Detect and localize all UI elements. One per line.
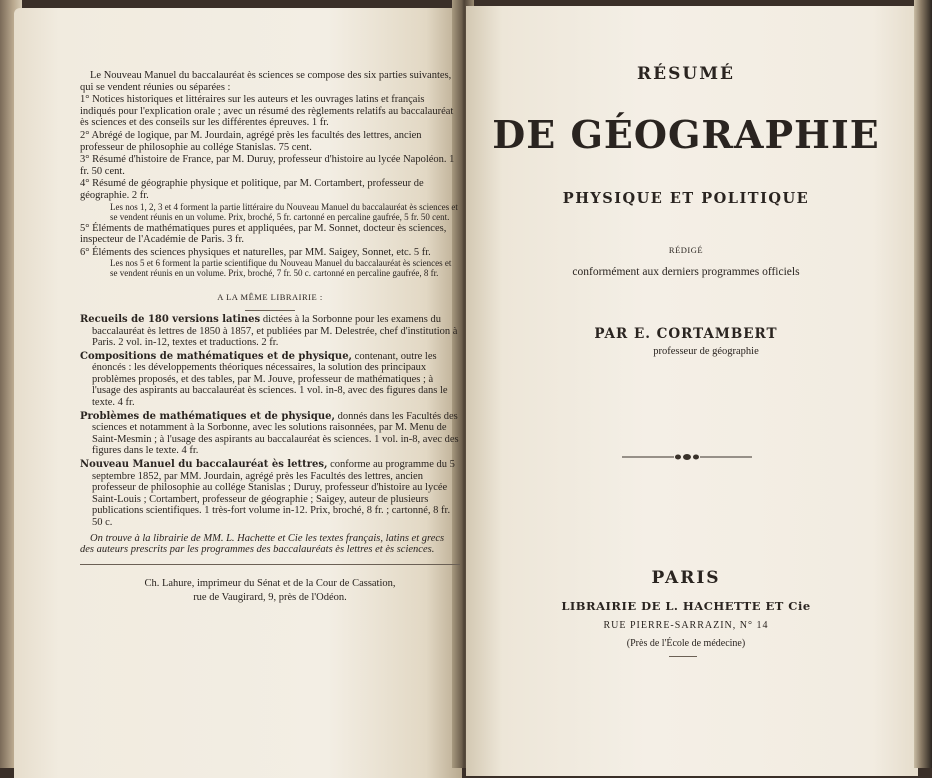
hachette-note: On trouve à la librairie de MM. L. Hachette et Cie les textes français, latins et grecs des auteurs prescrits par les programmes des baccalauréats ès lettres et ès sciences. bbox=[80, 532, 445, 556]
catalogue-text: dictées à la Sorbonne pour les examens du baccalauréat ès lettres de 1850 à 1857, et publiées par M. Delestrée, chef d'institution à Paris. 2 vol. in-12, textes et traductions. 2 fr. bbox=[92, 313, 458, 349]
catalogue-title: Problèmes de mathématiques et de physique, bbox=[80, 410, 335, 422]
catalogue-entry bbox=[80, 351, 460, 409]
publisher-name: LIBRAIRIE DE L. HACHETTE ET Cie bbox=[561, 599, 811, 613]
author-name: PAR E. CORTAMBERT bbox=[594, 326, 778, 342]
list-item: 3° Résumé d'histoire de France, par M. Duruy, professeur d'histoire au lycée Napoléon. 1 fr. 50 cent. bbox=[80, 154, 455, 177]
catalogue-title: Compositions de mathématiques et de physique, bbox=[80, 350, 353, 362]
list-item: 6° Éléments des sciences physiques et naturelles, par MM. Saigey, Sonnet, etc. 5 fr. bbox=[80, 246, 431, 258]
city-name: PARIS bbox=[651, 568, 721, 588]
title-main: DE GÉOGRAPHIE bbox=[492, 112, 880, 157]
catalogue-text: contenant, outre les énoncés : les développements théoriques nécessaires, la solution des principaux problèmes proposés, et des tables, par M. Jouve, professeur de mathématiques ; à l'usage des aspirants au baccalauréat ès sciences. 1 vol. in-8, avec des figures dans le texte. 4 fr. bbox=[92, 350, 448, 409]
list-item: 5° Éléments de mathématiques pures et appliquées, par M. Sonnet, docteur ès sciences, inspecteur de l'Académie de Paris. 3 fr. bbox=[80, 222, 447, 246]
catalogue-title: Recueils de 180 versions latines bbox=[80, 313, 261, 325]
left-page-text bbox=[80, 70, 460, 605]
intro-paragraph: Le Nouveau Manuel du baccalauréat ès sciences se compose des six parties suivantes, qui se vendent réunies ou séparées : bbox=[80, 70, 452, 93]
catalogue-entry bbox=[80, 411, 460, 457]
catalogue-text: donnés dans les Facultés des sciences et notamment à la Sorbonne, avec les solutions raisonnées, par M. Menu de Saint-Mesmin ; à l'usage des aspirants au baccalauréat ès sciences. 1 vol. in-8, avec des figures dans le texte. 4 fr. bbox=[92, 410, 459, 457]
imprint-divider bbox=[80, 564, 460, 565]
list-item: 2° Abrégé de logique, par M. Jourdain, agrégé près les facultés des lettres, ancien professeur de philosophie au collége Stanislas. 75 cent. bbox=[80, 129, 422, 153]
title-resume: RÉSUMÉ bbox=[637, 64, 735, 84]
programmes-line: conformément aux derniers programmes officiels bbox=[572, 266, 800, 278]
imprint-line: rue de Vaugirard, 9, près de l'Odéon. bbox=[193, 591, 347, 603]
catalogue-entry bbox=[80, 459, 460, 529]
closing-rule bbox=[669, 656, 697, 657]
list-item: 4° Résumé de géographie physique et politique, par M. Cortambert, professeur de géographie. 2 fr. bbox=[80, 178, 424, 201]
publisher-address: RUE PIERRE-SARRAZIN, N° 14 bbox=[603, 620, 769, 631]
redige-label: RÉDIGÉ bbox=[668, 245, 704, 255]
list-item: 1° Notices historiques et littéraires sur les auteurs et les ouvrages latins et français indiqués pour l'explication orale ; avec un résumé des règlements relatifs au baccalauréat ès sciences et des conseils sur les différentes épreuves. 1 fr. bbox=[80, 94, 454, 129]
imprint-line: Ch. Lahure, imprimeur du Sénat et de la Cour de Cassation, bbox=[144, 577, 396, 589]
note-scientifique: Les nos 5 et 6 forment la partie scientifique du Nouveau Manuel du baccalauréat ès sciences et se vendent réunis en un volume. Prix, broché, 7 fr. 50 c. cartonné en percaline gaufrée, 8 fr. bbox=[110, 258, 452, 279]
catalogue-entry bbox=[80, 314, 460, 349]
address-note: (Près de l'École de médecine) bbox=[626, 638, 746, 649]
author-role: professeur de géographie bbox=[653, 346, 759, 357]
same-library-heading: A LA MÊME LIBRAIRIE : bbox=[217, 292, 323, 303]
title-subtitle: PHYSIQUE ET POLITIQUE bbox=[562, 190, 810, 207]
right-page-edge bbox=[914, 0, 932, 768]
printer-imprint bbox=[80, 577, 460, 605]
catalogue-title: Nouveau Manuel du baccalauréat ès lettres, bbox=[80, 459, 328, 471]
catalogue-text: conforme au programme du 5 septembre 1852, par MM. Jourdain, agrégé près les Facultés des lettres, ancien professeur de philosophie au collége Stanislas ; Duruy, professeur d'histoire au lycée Saint-Louis ; Cortambert, professeur de géographie ; Saigey, auteur de plusieurs publications scientifiques. 1 très-fort volume in-12. Prix, broché, 8 fr. ; cartonné, 8 fr. 50 c. bbox=[92, 459, 455, 528]
ornament-divider bbox=[622, 452, 752, 462]
note-litteraire: Les nos 1, 2, 3 et 4 forment la partie littéraire du Nouveau Manuel du baccalauréat ès sciences et se vendent réunis en un volume. Prix, broché, 5 fr. cartonné en percaline gaufrée, 5 fr. 50 cent. bbox=[110, 201, 458, 222]
short-divider bbox=[245, 310, 295, 311]
